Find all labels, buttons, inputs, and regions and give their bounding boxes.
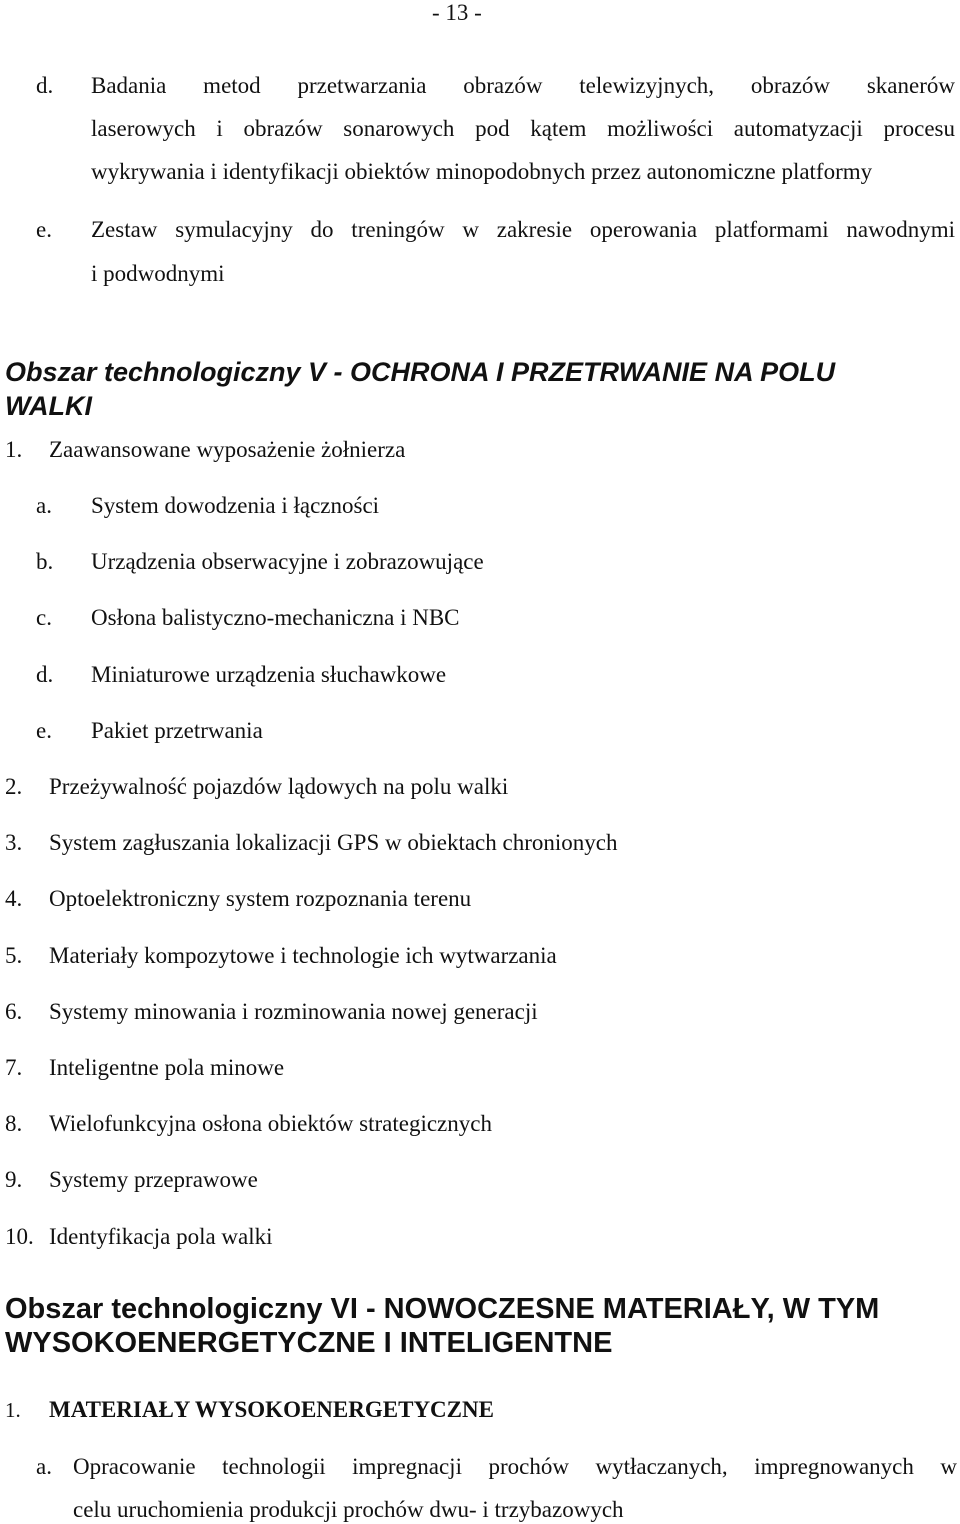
- list-marker: e.: [36, 217, 52, 242]
- section-heading-line: Obszar technologiczny V - OCHRONA I PRZETRWANIE NA POLU: [5, 357, 836, 387]
- list-item-text: Urządzenia obserwacyjne i zobrazowujące: [91, 549, 484, 574]
- list-item-line: celu uruchomienia produkcji prochów dwu- i trzybazowych: [73, 1497, 624, 1522]
- list-item-text: Materiały kompozytowe i technologie ich wytwarzania: [49, 943, 557, 968]
- list-item-text: Przeżywalność pojazdów lądowych na polu walki: [49, 774, 509, 799]
- list-marker: 3.: [5, 830, 23, 855]
- list-item-text: Wielofunkcyjna osłona obiektów strategicznych: [49, 1111, 492, 1136]
- list-marker: 4.: [5, 886, 23, 911]
- section-heading-line: WALKI: [5, 391, 92, 421]
- list-marker: 6.: [5, 999, 23, 1024]
- list-marker: e.: [36, 718, 52, 743]
- list-marker: 2.: [5, 774, 23, 799]
- list-item-text: System zagłuszania lokalizacji GPS w obiektach chronionych: [49, 830, 618, 855]
- list-item-text: Systemy przeprawowe: [49, 1167, 258, 1192]
- list-marker: 10.: [5, 1224, 34, 1249]
- list-marker: 1.: [5, 437, 23, 462]
- list-marker: 5.: [5, 943, 23, 968]
- list-marker: d.: [36, 73, 54, 98]
- list-marker: c.: [36, 605, 52, 630]
- list-marker: d.: [36, 662, 54, 687]
- list-item-text: Systemy minowania i rozminowania nowej generacji: [49, 999, 538, 1024]
- list-item-line: wykrywania i identyfikacji obiektów minopodobnych przez autonomiczne platformy: [91, 159, 873, 184]
- list-item-text: Pakiet przetrwania: [91, 718, 263, 743]
- list-item-line: laserowych i obrazów sonarowych pod kątem możliwości automatyzacji procesu: [91, 116, 955, 141]
- list-marker: b.: [36, 549, 54, 574]
- section-heading: [5, 1292, 879, 1360]
- list-marker: 7.: [5, 1055, 23, 1080]
- section-heading-line: Obszar technologiczny VI - NOWOCZESNE MATERIAŁY, W TYM: [5, 1293, 880, 1325]
- list-marker: 1.: [5, 1398, 21, 1422]
- section-heading-line: WYSOKOENERGETYCZNE I INTELIGENTNE: [5, 1327, 613, 1359]
- list-item-line: Zestaw symulacyjny do treningów w zakresie operowania platformami nawodnymi: [91, 217, 955, 242]
- list-item-line: Opracowanie technologii impregnacji prochów wytłaczanych, impregnowanych w: [73, 1454, 957, 1479]
- list-item-text: Osłona balistyczno-mechaniczna i NBC: [91, 605, 460, 630]
- list-marker: 9.: [5, 1167, 23, 1192]
- list-item-text: Identyfikacja pola walki: [49, 1224, 273, 1249]
- list-marker: a.: [36, 1454, 52, 1479]
- list-item-text: Optoelektroniczny system rozpoznania terenu: [49, 886, 472, 911]
- list-item-text: System dowodzenia i łączności: [91, 493, 380, 518]
- list-item-line: i podwodnymi: [91, 261, 225, 286]
- list-marker: 8.: [5, 1111, 23, 1136]
- list-item-text: Zaawansowane wyposażenie żołnierza: [49, 437, 406, 462]
- list-item-text: MATERIAŁY WYSOKOENERGETYCZNE: [49, 1397, 494, 1422]
- list-marker: a.: [36, 493, 52, 518]
- list-item-line: Badania metod przetwarzania obrazów telewizyjnych, obrazów skanerów: [91, 73, 955, 98]
- section-heading: [5, 355, 835, 423]
- list-item-text: Miniaturowe urządzenia słuchawkowe: [91, 662, 447, 687]
- page-number: - 13 -: [432, 0, 482, 25]
- list-item-text: Inteligentne pola minowe: [49, 1055, 285, 1080]
